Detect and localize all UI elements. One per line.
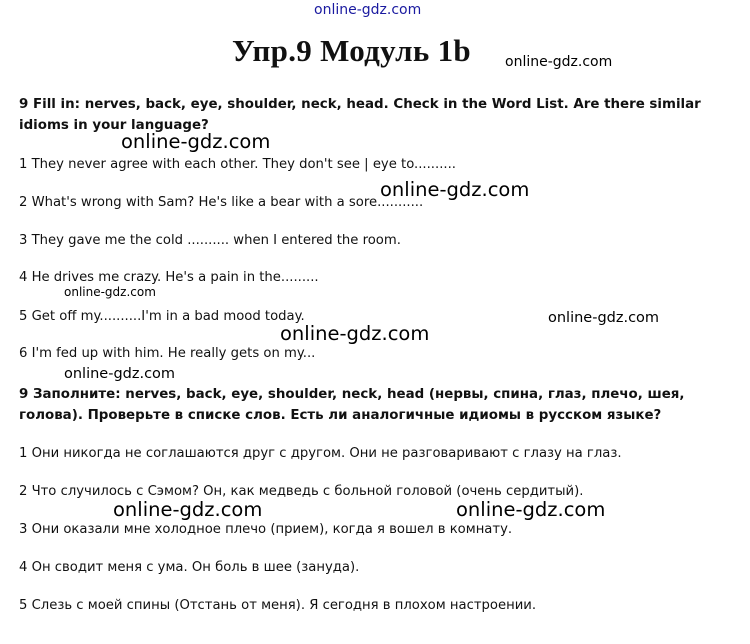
russian-item-5: 5 Слезь с моей спины (Отстань от меня). Я сегодня в плохом настроении. <box>19 598 537 613</box>
page-title: Упр.9 Модуль 1b <box>232 33 471 68</box>
russian-task-heading: 9 Заполните: nerves, back, eye, shoulder, neck, head (нервы, спина, глаз, плечо, шея, голова). Проверьте в списке слов. Есть ли аналогичные идиомы в русском языке? <box>19 387 685 423</box>
english-item-4: 4 He drives me crazy. He's a pain in the......... <box>19 270 319 285</box>
watermark-7: online-gdz.com <box>113 498 263 521</box>
english-item-3: 3 They gave me the cold .......... when I entered the room. <box>19 233 401 248</box>
english-item-1: 1 They never agree with each other. They don't see | eye to.......... <box>19 157 456 172</box>
english-task-heading: 9 Fill in: nerves, back, eye, shoulder, neck, head. Check in the Word List. Are there similar idioms in your language? <box>19 97 701 133</box>
watermark-4: online-gdz.com <box>548 310 660 326</box>
watermark-title: online-gdz.com <box>505 54 613 70</box>
watermark-8: online-gdz.com <box>456 498 606 521</box>
watermark-1: online-gdz.com <box>121 130 271 153</box>
watermark-3: online-gdz.com <box>64 285 156 299</box>
english-item-2: 2 What's wrong with Sam? He's like a bear with a sore........... <box>19 195 424 210</box>
watermark-top: online-gdz.com <box>314 2 422 18</box>
russian-item-4: 4 Он сводит меня с ума. Он боль в шее (зануда). <box>19 560 360 575</box>
watermark-2: online-gdz.com <box>380 178 530 201</box>
russian-item-3: 3 Они оказали мне холодное плечо (прием), когда я вошел в комнату. <box>19 522 513 537</box>
watermark-6: online-gdz.com <box>64 366 176 382</box>
english-item-6: 6 I'm fed up with him. He really gets on my... <box>19 346 316 361</box>
watermark-5: online-gdz.com <box>280 322 430 345</box>
russian-item-2: 2 Что случилось с Сэмом? Он, как медведь с больной головой (очень сердитый). <box>19 484 584 499</box>
english-item-5: 5 Get off my..........I'm in a bad mood today. <box>19 309 305 324</box>
russian-item-1: 1 Они никогда не соглашаются друг с другом. Они не разговаривают с глазу на глаз. <box>19 446 622 461</box>
